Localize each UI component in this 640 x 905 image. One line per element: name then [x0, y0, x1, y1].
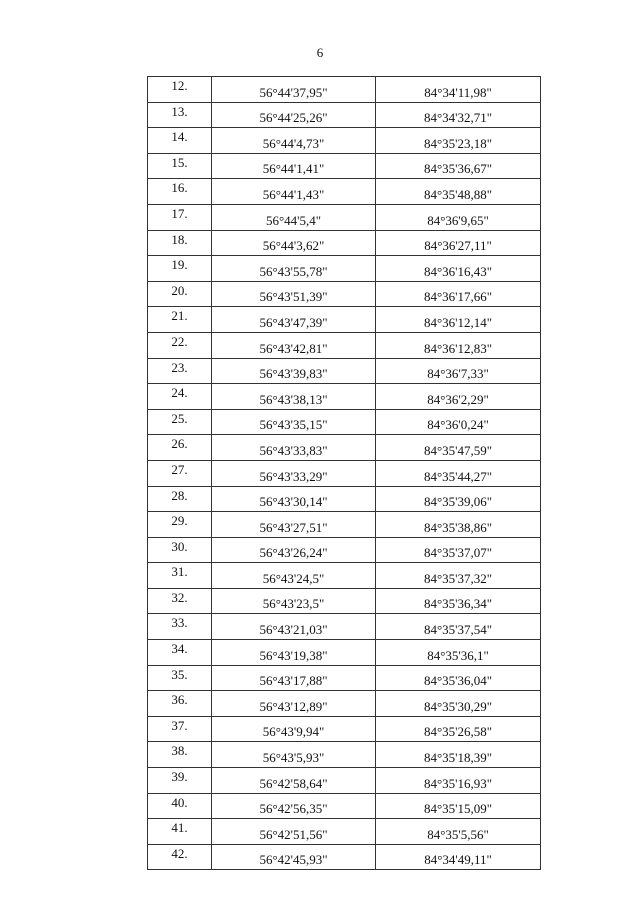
table-row: [148, 332, 541, 358]
point-number-cell: 41.: [148, 819, 212, 845]
longitude-cell: 84°36'12,83": [376, 332, 541, 358]
latitude-cell: 56°44'37,95": [212, 77, 376, 103]
point-number-cell: 39.: [148, 768, 212, 794]
table-row: [148, 153, 541, 179]
table-row: [148, 844, 541, 870]
point-number-cell: 21.: [148, 307, 212, 333]
point-number-cell: 13.: [148, 102, 212, 128]
table-row: [148, 486, 541, 512]
longitude-cell: 84°35'36,34": [376, 588, 541, 614]
point-number-cell: 19.: [148, 256, 212, 282]
table-row: [148, 640, 541, 666]
latitude-cell: 56°43'47,39": [212, 307, 376, 333]
point-number-cell: 15.: [148, 153, 212, 179]
latitude-cell: 56°44'1,41": [212, 153, 376, 179]
latitude-cell: 56°44'4,73": [212, 128, 376, 154]
longitude-cell: 84°34'49,11": [376, 844, 541, 870]
table-row: [148, 384, 541, 410]
table-row: [148, 716, 541, 742]
table-row: [148, 614, 541, 640]
latitude-cell: 56°42'56,35": [212, 793, 376, 819]
longitude-cell: 84°35'23,18": [376, 128, 541, 154]
point-number-cell: 42.: [148, 844, 212, 870]
point-number-cell: 30.: [148, 537, 212, 563]
longitude-cell: 84°35'44,27": [376, 460, 541, 486]
page-number: 6: [316, 45, 324, 60]
point-number-cell: 37.: [148, 716, 212, 742]
latitude-cell: 56°43'24,5": [212, 563, 376, 589]
point-number-cell: 28.: [148, 486, 212, 512]
table-row: [148, 435, 541, 461]
longitude-cell: 84°36'27,11": [376, 230, 541, 256]
point-number-cell: 25.: [148, 409, 212, 435]
point-number-cell: 33.: [148, 614, 212, 640]
point-number-cell: 12.: [148, 77, 212, 103]
latitude-cell: 56°43'12,89": [212, 691, 376, 717]
table-row: [148, 204, 541, 230]
latitude-cell: 56°44'3,62": [212, 230, 376, 256]
latitude-cell: 56°43'51,39": [212, 281, 376, 307]
longitude-cell: 84°35'48,88": [376, 179, 541, 205]
longitude-cell: 84°36'2,29": [376, 384, 541, 410]
longitude-cell: 84°36'0,24": [376, 409, 541, 435]
latitude-cell: 56°44'1,43": [212, 179, 376, 205]
table-row: [148, 128, 541, 154]
latitude-cell: 56°43'55,78": [212, 256, 376, 282]
longitude-cell: 84°35'47,59": [376, 435, 541, 461]
point-number-cell: 36.: [148, 691, 212, 717]
longitude-cell: 84°36'17,66": [376, 281, 541, 307]
table-row: [148, 512, 541, 538]
latitude-cell: 56°43'27,51": [212, 512, 376, 538]
table-row: [148, 742, 541, 768]
point-number-cell: 18.: [148, 230, 212, 256]
point-number-cell: 26.: [148, 435, 212, 461]
point-number-cell: 40.: [148, 793, 212, 819]
longitude-cell: 84°35'36,67": [376, 153, 541, 179]
longitude-cell: 84°36'7,33": [376, 358, 541, 384]
longitude-cell: 84°35'30,29": [376, 691, 541, 717]
table-row: [148, 256, 541, 282]
latitude-cell: 56°43'17,88": [212, 665, 376, 691]
table-row: [148, 588, 541, 614]
point-number-cell: 24.: [148, 384, 212, 410]
point-number-cell: 14.: [148, 128, 212, 154]
latitude-cell: 56°43'39,83": [212, 358, 376, 384]
table-row: [148, 537, 541, 563]
longitude-cell: 84°36'9,65": [376, 204, 541, 230]
table-row: [148, 768, 541, 794]
coordinates-table: [147, 76, 541, 870]
table-row: [148, 179, 541, 205]
longitude-cell: 84°35'18,39": [376, 742, 541, 768]
point-number-cell: 16.: [148, 179, 212, 205]
longitude-cell: 84°36'12,14": [376, 307, 541, 333]
longitude-cell: 84°35'37,07": [376, 537, 541, 563]
latitude-cell: 56°42'45,93": [212, 844, 376, 870]
point-number-cell: 17.: [148, 204, 212, 230]
latitude-cell: 56°43'21,03": [212, 614, 376, 640]
longitude-cell: 84°35'37,32": [376, 563, 541, 589]
table-row: [148, 793, 541, 819]
point-number-cell: 31.: [148, 563, 212, 589]
coordinates-table-body: [148, 77, 541, 870]
latitude-cell: 56°43'33,29": [212, 460, 376, 486]
table-row: [148, 409, 541, 435]
latitude-cell: 56°43'38,13": [212, 384, 376, 410]
latitude-cell: 56°42'51,56": [212, 819, 376, 845]
point-number-cell: 27.: [148, 460, 212, 486]
table-row: [148, 307, 541, 333]
table-row: [148, 358, 541, 384]
latitude-cell: 56°43'42,81": [212, 332, 376, 358]
point-number-cell: 35.: [148, 665, 212, 691]
longitude-cell: 84°35'37,54": [376, 614, 541, 640]
longitude-cell: 84°35'36,04": [376, 665, 541, 691]
table-row: [148, 563, 541, 589]
latitude-cell: 56°43'23,5": [212, 588, 376, 614]
point-number-cell: 22.: [148, 332, 212, 358]
longitude-cell: 84°36'16,43": [376, 256, 541, 282]
latitude-cell: 56°44'5,4": [212, 204, 376, 230]
latitude-cell: 56°42'58,64": [212, 768, 376, 794]
table-row: [148, 77, 541, 103]
table-row: [148, 230, 541, 256]
latitude-cell: 56°43'30,14": [212, 486, 376, 512]
table-row: [148, 281, 541, 307]
longitude-cell: 84°35'36,1": [376, 640, 541, 666]
latitude-cell: 56°43'35,15": [212, 409, 376, 435]
latitude-cell: 56°43'26,24": [212, 537, 376, 563]
point-number-cell: 23.: [148, 358, 212, 384]
latitude-cell: 56°44'25,26": [212, 102, 376, 128]
point-number-cell: 34.: [148, 640, 212, 666]
longitude-cell: 84°35'5,56": [376, 819, 541, 845]
longitude-cell: 84°35'38,86": [376, 512, 541, 538]
latitude-cell: 56°43'9,94": [212, 716, 376, 742]
longitude-cell: 84°35'15,09": [376, 793, 541, 819]
latitude-cell: 56°43'33,83": [212, 435, 376, 461]
longitude-cell: 84°34'11,98": [376, 77, 541, 103]
point-number-cell: 32.: [148, 588, 212, 614]
point-number-cell: 29.: [148, 512, 212, 538]
longitude-cell: 84°34'32,71": [376, 102, 541, 128]
longitude-cell: 84°35'39,06": [376, 486, 541, 512]
table-row: [148, 665, 541, 691]
table-row: [148, 819, 541, 845]
latitude-cell: 56°43'19,38": [212, 640, 376, 666]
table-row: [148, 102, 541, 128]
table-row: [148, 460, 541, 486]
longitude-cell: 84°35'26,58": [376, 716, 541, 742]
point-number-cell: 20.: [148, 281, 212, 307]
longitude-cell: 84°35'16,93": [376, 768, 541, 794]
latitude-cell: 56°43'5,93": [212, 742, 376, 768]
table-row: [148, 691, 541, 717]
point-number-cell: 38.: [148, 742, 212, 768]
